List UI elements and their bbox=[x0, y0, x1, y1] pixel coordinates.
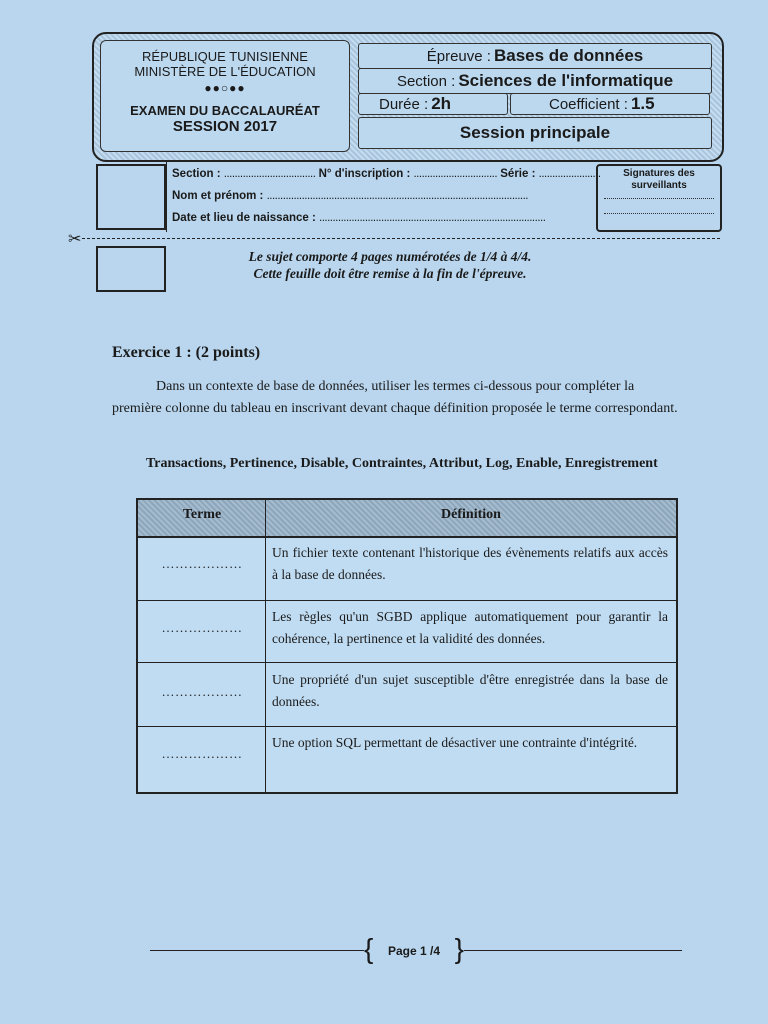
session-cell bbox=[358, 117, 712, 149]
inscription-field[interactable]: ............................... bbox=[413, 168, 498, 180]
footer-rule-left bbox=[150, 950, 364, 951]
term-answer-field[interactable]: ……………… bbox=[161, 684, 243, 699]
footer-rule-right bbox=[464, 950, 682, 951]
dots-ornament: ●●○●● bbox=[204, 81, 246, 95]
right-brace-icon: } bbox=[454, 933, 464, 964]
identification-line-2 bbox=[172, 190, 528, 202]
name-field-label: Nom et prénom : bbox=[172, 190, 264, 202]
signatures-label: Signatures des surveillants bbox=[623, 168, 695, 191]
duree-cell bbox=[358, 93, 508, 115]
term-answer-field[interactable]: ……………… bbox=[161, 556, 243, 571]
term-answer-field[interactable]: ……………… bbox=[161, 746, 243, 761]
definition-cell: Une propriété d'un sujet susceptible d'être enregistrée dans la base de données. bbox=[272, 672, 668, 709]
exam-label: EXAMEN DU BACCALAURÉAT bbox=[130, 103, 320, 118]
row-separator bbox=[138, 600, 676, 601]
coefficient-label: Coefficient : bbox=[549, 95, 628, 113]
session-year-label: SESSION 2017 bbox=[172, 118, 278, 135]
inscription-field-label: N° d'inscription : bbox=[318, 168, 411, 180]
signature-line bbox=[604, 198, 714, 199]
epreuve-label: Épreuve : bbox=[426, 47, 491, 65]
subject-note-line-1: Le sujet comporte 4 pages numérotées de 1/4 à 4/4. bbox=[248, 249, 532, 264]
republic-label: RÉPUBLIQUE TUNISIENNE bbox=[142, 49, 308, 64]
header-definition: Définition bbox=[441, 507, 501, 522]
page-number-label: Page 1 /4 bbox=[387, 944, 441, 958]
exercise-title: Exercice 1 : (2 points) bbox=[112, 344, 261, 361]
cut-line bbox=[82, 238, 720, 239]
subject-note-line-2: Cette feuille doit être remise à la fin de l'épreuve. bbox=[253, 266, 527, 281]
anonymous-code-box-lower bbox=[96, 246, 166, 292]
serie-field-label: Série : bbox=[500, 168, 536, 180]
definition-cell: Une option SQL permettant de désactiver une contrainte d'intégrité. bbox=[272, 735, 638, 750]
coefficient-cell bbox=[510, 93, 710, 115]
scissors-icon: ✂ bbox=[68, 231, 82, 248]
section-value: Sciences de l'informatique bbox=[458, 71, 674, 90]
row-separator bbox=[138, 726, 676, 727]
identification-line-3 bbox=[172, 212, 545, 224]
definitions-table bbox=[136, 498, 678, 794]
birth-field-label: Date et lieu de naissance : bbox=[172, 212, 316, 224]
subject-note bbox=[200, 248, 580, 282]
ministry-label: MINISTÈRE DE L'ÉDUCATION bbox=[134, 64, 316, 79]
header-ministry-block bbox=[100, 40, 350, 152]
identification-line-1 bbox=[172, 168, 601, 180]
exercise-intro: Dans un contexte de base de données, utiliser les termes ci-dessous pour compléter la première colonne du tableau en inscrivant devant chaque définition proposée le terme correspondant. bbox=[112, 379, 678, 416]
duree-label: Durée : bbox=[379, 95, 429, 113]
birth-field[interactable]: .................................................................................... bbox=[319, 212, 546, 224]
coefficient-value: 1.5 bbox=[630, 94, 655, 113]
session-label: Session principale bbox=[459, 123, 611, 142]
name-field[interactable]: ................................................................................................. bbox=[266, 190, 528, 202]
epreuve-cell bbox=[358, 43, 712, 69]
signature-line bbox=[604, 213, 714, 214]
signatures-box bbox=[596, 164, 722, 232]
epreuve-value: Bases de données bbox=[493, 46, 644, 65]
section-field[interactable]: .................................. bbox=[223, 168, 316, 180]
terms-list: Transactions, Pertinence, Disable, Contraintes, Attribut, Log, Enable, Enregistrement bbox=[146, 456, 658, 471]
left-brace-icon: { bbox=[364, 933, 374, 964]
anonymous-code-box bbox=[96, 164, 166, 230]
page-number bbox=[364, 933, 464, 966]
duree-value: 2h bbox=[431, 94, 452, 113]
row-separator bbox=[138, 662, 676, 663]
definition-cell: Un fichier texte contenant l'historique des évènements relatifs aux accès à la base de données. bbox=[272, 545, 668, 582]
header-terme: Terme bbox=[182, 507, 222, 522]
serie-field[interactable]: ....................... bbox=[538, 168, 601, 180]
section-cell bbox=[358, 68, 712, 94]
section-label: Section : bbox=[396, 72, 456, 90]
section-field-label: Section : bbox=[172, 168, 221, 180]
term-answer-field[interactable]: ……………… bbox=[161, 620, 243, 635]
definition-cell: Les règles qu'un SGBD applique automatiquement pour garantir la cohérence, la pertinence et la validité des données. bbox=[272, 609, 668, 646]
